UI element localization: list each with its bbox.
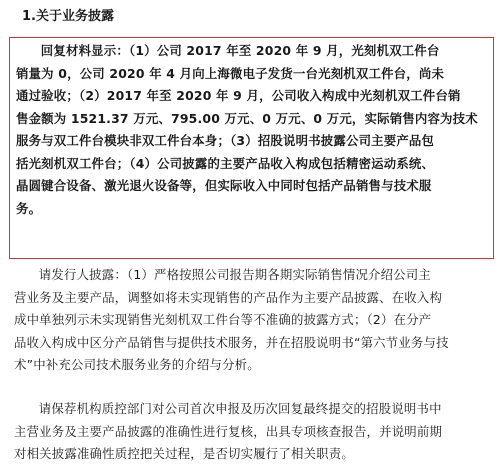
section-heading: 1.关于业务披露 bbox=[22, 9, 114, 24]
text-line: 对相关披露准确性质控把关过程，是否切实履行了相关职责。 bbox=[14, 446, 354, 461]
reply-materials-paragraph bbox=[16, 40, 492, 220]
text-line: 务。 bbox=[16, 200, 42, 216]
text-line: 主营业务及主要产品披露的准确性进行复核，出具专项核查报告，并说明前期 bbox=[14, 423, 443, 439]
text-line: 成中单独列示未实现销售光刻机双工件台等不准确的披露方式；（2）在分产 bbox=[14, 312, 432, 327]
text-line: 通过验收；（2）2017 年至 2020 年 9 月，公司收入构成中光刻机双工件台销 bbox=[16, 88, 461, 103]
text-line: 请保荐机构质控部门对公司首次申报及历次回复最终提交的招股说明书中 bbox=[38, 401, 442, 416]
text-line: 晶圆键合设备、激光退火设备等，但实际收入中同时包括产品销售与技术服 bbox=[16, 178, 432, 193]
text-line: 销量为 0，公司 2020 年 4 月向上海微电子发货一台光刻机双工件台，尚未 bbox=[16, 65, 445, 81]
text-line: 请发行人披露：（1）严格按照公司报告期各期实际销售情况介绍公司主 bbox=[38, 267, 431, 282]
text-line: 服务与双工件台模块非双工件台本身；（3）招股说明书披露公司主要产品包 bbox=[16, 133, 435, 148]
text-line: 售金额为 1521.37 万元、795.00 万元、0 万元、0 万元，实际销售内容为技术 bbox=[16, 110, 478, 126]
text-line: 回复材料显示：（1）公司 2017 年至 2020 年 9 月，光刻机双工件台 bbox=[40, 43, 440, 58]
text-line: 品收入构成中区分产品销售与提供技术服务，并在招股说明书“第六节业务与技 bbox=[14, 334, 449, 350]
text-line: 括光刻机双工件台；（4）公司披露的主要产品收入构成包括精密运动系统、 bbox=[16, 155, 435, 171]
text-line: 术”中补充公司技术服务业务的介绍与分析。 bbox=[14, 357, 260, 372]
issuer-disclosure-paragraph bbox=[14, 264, 500, 377]
text-line: 营业务及主要产品，调整如将未实现销售的产品作为主要产品披露、在收入构 bbox=[14, 289, 443, 305]
sponsor-review-paragraph bbox=[14, 398, 500, 466]
